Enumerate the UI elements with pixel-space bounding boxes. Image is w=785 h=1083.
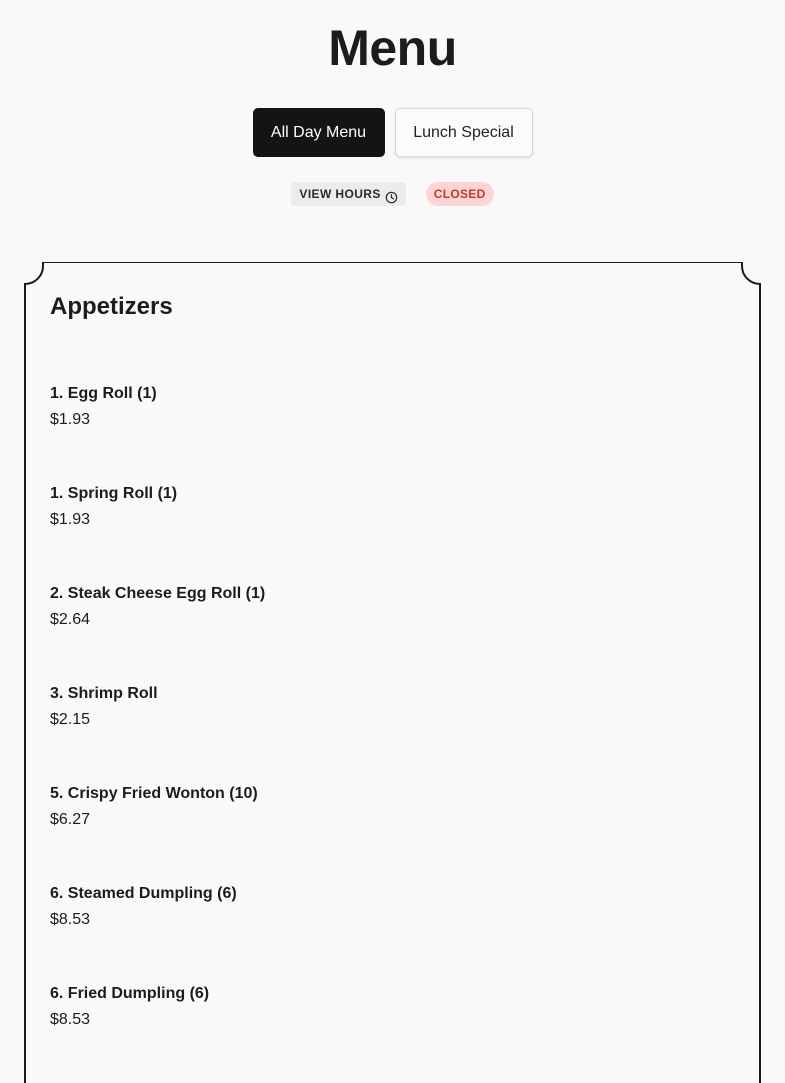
menu-item-price: $2.15: [50, 711, 91, 728]
menu-item-name: 3. Shrimp Roll: [50, 685, 158, 702]
status-badge: CLOSED: [426, 182, 494, 206]
menu-section-card: [24, 262, 761, 1083]
menu-item[interactable]: [50, 882, 730, 982]
menu-item-name: 6. Fried Dumpling (6): [50, 985, 210, 1002]
menu-item[interactable]: [50, 682, 730, 782]
menu-item[interactable]: [50, 382, 730, 482]
view-hours-button[interactable]: [291, 182, 405, 206]
menu-item-name: 1. Spring Roll (1): [50, 485, 178, 502]
menu-items-list: [50, 382, 730, 1082]
tab-lunch-special[interactable]: Lunch Special: [395, 108, 533, 157]
menu-item-price: $8.53: [50, 1011, 91, 1028]
meta-row: [0, 182, 785, 206]
menu-item-price: $6.27: [50, 811, 91, 828]
menu-item-price: $1.93: [50, 511, 91, 528]
menu-item-price: $2.64: [50, 611, 91, 628]
menu-item-name: 5. Crispy Fried Wonton (10): [50, 785, 258, 802]
menu-item[interactable]: [50, 582, 730, 682]
section-title: Appetizers: [50, 293, 173, 320]
page-title: Menu: [328, 20, 457, 76]
menu-item[interactable]: [50, 482, 730, 582]
menu-item[interactable]: [50, 982, 730, 1082]
menu-item-price: $1.93: [50, 411, 91, 428]
menu-item-name: 1. Egg Roll (1): [50, 385, 157, 402]
view-hours-label: VIEW HOURS: [299, 187, 381, 201]
tab-all-day-menu[interactable]: All Day Menu: [253, 108, 385, 157]
menu-item-name: 6. Steamed Dumpling (6): [50, 885, 237, 902]
menu-item-name: 2. Steak Cheese Egg Roll (1): [50, 585, 266, 602]
menu-tabs: [0, 108, 785, 157]
menu-item-price: $8.53: [50, 911, 91, 928]
clock-icon: [385, 188, 398, 201]
menu-item[interactable]: [50, 782, 730, 882]
